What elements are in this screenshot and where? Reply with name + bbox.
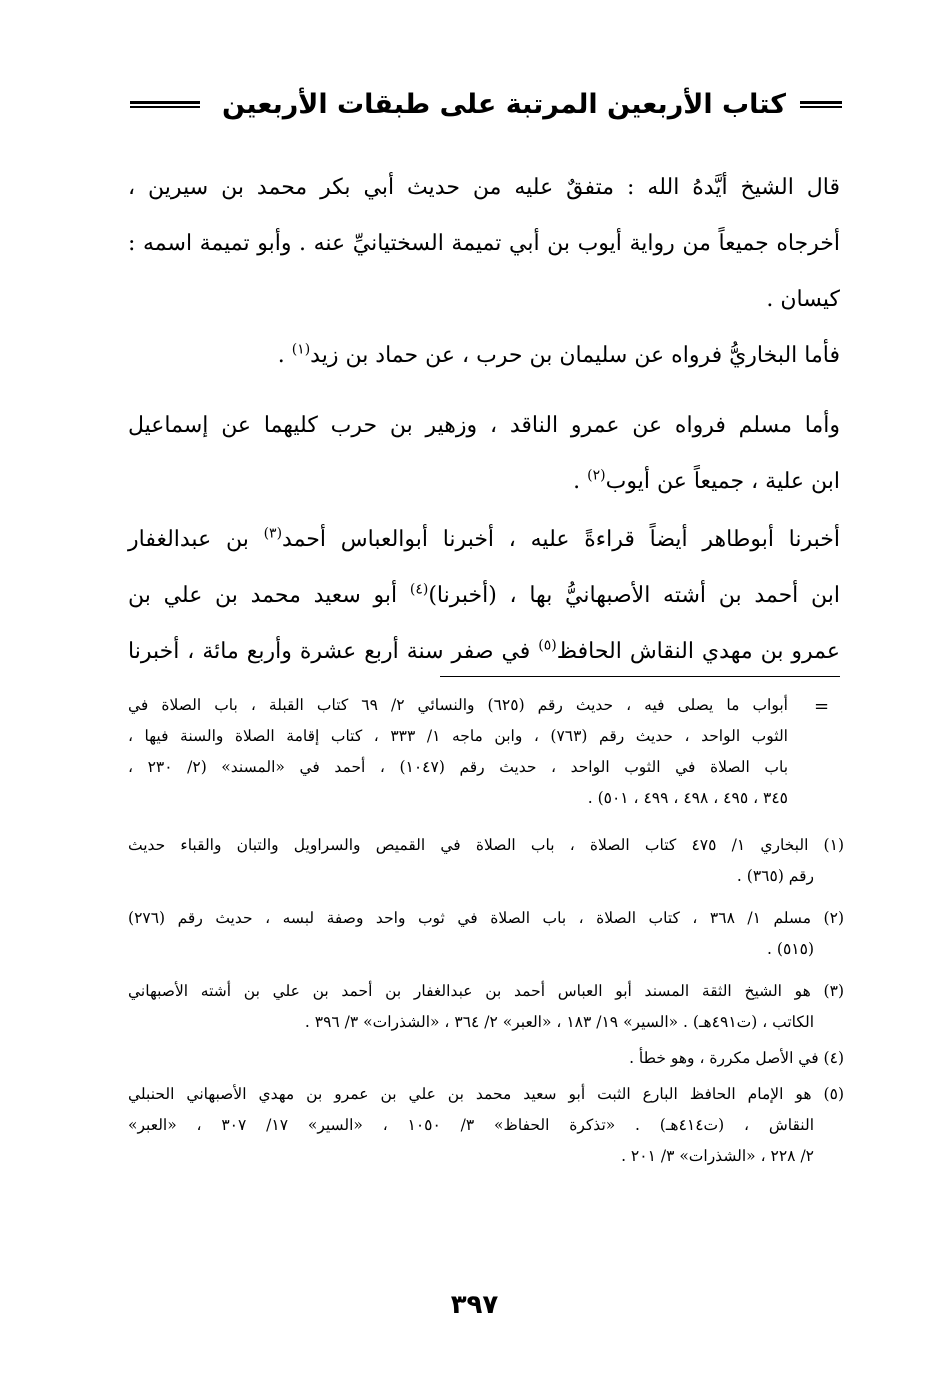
footnote-2: [128, 903, 844, 965]
footnote-line: (١) البخاري ١/ ٤٧٥ كتاب الصلاة ، باب الصلاة في القميص والسراويل والتبان والقباء حديث: [128, 836, 844, 854]
body-text: بن عبدالغفار: [128, 527, 264, 552]
footnote-line: الثوب الواحد ، حديث رقم (٧٦٣) ، وابن ماجه ١/ ٣٣٣ ، كتاب إقامة الصلاة والسنة فيها ،: [128, 727, 788, 745]
body-text: ابن أحمد بن أشته الأصبهانيُّ بها ، (أخبرنا): [428, 583, 840, 608]
header-rule-right: [800, 101, 842, 108]
footnote-1: [128, 830, 844, 892]
footnote-line: (٥١٥) .: [767, 940, 814, 958]
footnote-ref-3[interactable]: (٣): [263, 525, 283, 542]
footnote-divider: [440, 676, 840, 677]
footnote-line: أبواب ما يصلى فيه ، حديث رقم (٦٢٥) والنسائي ٢/ ٦٩ كتاب القبلة ، باب الصلاة في: [128, 696, 788, 714]
footnote-4: [128, 1043, 844, 1074]
footnote-line: (٣) هو الشيخ الثقة المسند أبو العباس أحمد بن عبدالغفار بن أحمد بن علي بن أشته الأصبهاني: [128, 982, 844, 1000]
footnote-line: (٢) مسلم ١/ ٣٦٨ ، كتاب الصلاة ، باب الصلاة في ثوب واحد وصفة لبسه ، حديث رقم (٢٧٦): [128, 909, 844, 927]
body-text: .: [277, 343, 292, 368]
page-number: ٣٩٧: [450, 1290, 499, 1320]
body-line: [128, 454, 840, 510]
body-line: [128, 568, 840, 624]
paragraph-4: [128, 512, 840, 680]
footnote-line: (٥) هو الإمام الحافظ البارع الثبت أبو سعيد محمد بن علي بن عمرو بن مهدي الأصبهاني الحنبلي: [128, 1085, 844, 1103]
header-rule-left: [130, 101, 200, 108]
body-line: أخرجاه جميعاً من رواية أيوب بن أبي تميمة السختيانيِّ عنه . وأبو تميمة اسمه :: [128, 231, 840, 256]
footnote-ref-1[interactable]: (١): [291, 341, 311, 358]
footnote-ref-4[interactable]: (٤): [409, 581, 429, 598]
body-line: كيسان .: [766, 287, 840, 312]
footnote-line: (٤) في الأصل مكررة ، وهو خطأ .: [629, 1049, 844, 1067]
continuation-mark: =: [814, 696, 830, 717]
footnote-ref-5[interactable]: (٥): [538, 637, 557, 654]
body-line: [128, 624, 840, 680]
body-line: [128, 512, 840, 568]
body-text: عمرو بن مهدي النقاش الحافظ: [556, 639, 841, 664]
paragraph-2: [128, 328, 840, 384]
body-line: وأما مسلم فرواه عن عمرو الناقد ، وزهير بن حرب كليهما عن إسماعيل: [128, 413, 840, 438]
book-title: كتاب الأربعين المرتبة على طبقات الأربعين: [222, 88, 786, 120]
footnote-continuation: [128, 690, 844, 814]
footnote-ref-2[interactable]: (٢): [587, 467, 606, 484]
paragraph-3: [128, 398, 840, 510]
body-text: فأما البخاريُّ فرواه عن سليمان بن حرب ، عن حماد بن زيد: [310, 343, 840, 368]
footnote-line: ٣٤٥ ، ٤٩٥ ، ٤٩٨ ، ٤٩٩ ، ٥٠١) .: [587, 789, 788, 807]
footnote-line: رقم (٣٦٥) .: [736, 867, 814, 885]
body-text: أبو سعيد محمد بن علي بن: [128, 583, 410, 608]
body-text: ابن علية ، جميعاً عن أيوب: [605, 469, 840, 494]
footnotes: [128, 690, 844, 1172]
running-header: [130, 82, 842, 126]
body-text: أخبرنا أبوطاهر أيضاً قراءةً عليه ، أخبرنا أبوالعباس أحمد: [282, 527, 840, 552]
footnote-line: الكاتب ، (ت٤٩١هـ) . «السير» ١٩/ ١٨٣ ، «العبر» ٢/ ٣٦٤ ، «الشذرات» ٣/ ٣٩٦ .: [304, 1013, 814, 1031]
footnote-line: ٢/ ٢٢٨ ، «الشذرات» ٣/ ٢٠١ .: [621, 1147, 814, 1165]
footnote-line: باب الصلاة في الثوب الواحد ، حديث رقم (١٠٤٧) ، أحمد في «المسند» (٢/ ٢٣٠ ،: [128, 758, 789, 776]
body-text: في صفر سنة أربع عشرة وأربع مائة ، أخبرنا: [128, 639, 539, 664]
body-line: [128, 328, 840, 384]
body-text: .: [573, 469, 588, 494]
body-line: قال الشيخ أيَّدهُ الله : متفقٌ عليه من حديث أبي بكر محمد بن سيرين ،: [128, 175, 840, 200]
paragraph-1: [128, 160, 840, 328]
footnote-5: [128, 1079, 844, 1172]
footnote-3: [128, 976, 844, 1038]
footnote-line: النقاش ، (ت٤١٤هـ) . «تذكرة الحفاظ» ٣/ ١٠٥٠ ، «السير» ١٧/ ٣٠٧ ، «العبر»: [128, 1116, 815, 1134]
